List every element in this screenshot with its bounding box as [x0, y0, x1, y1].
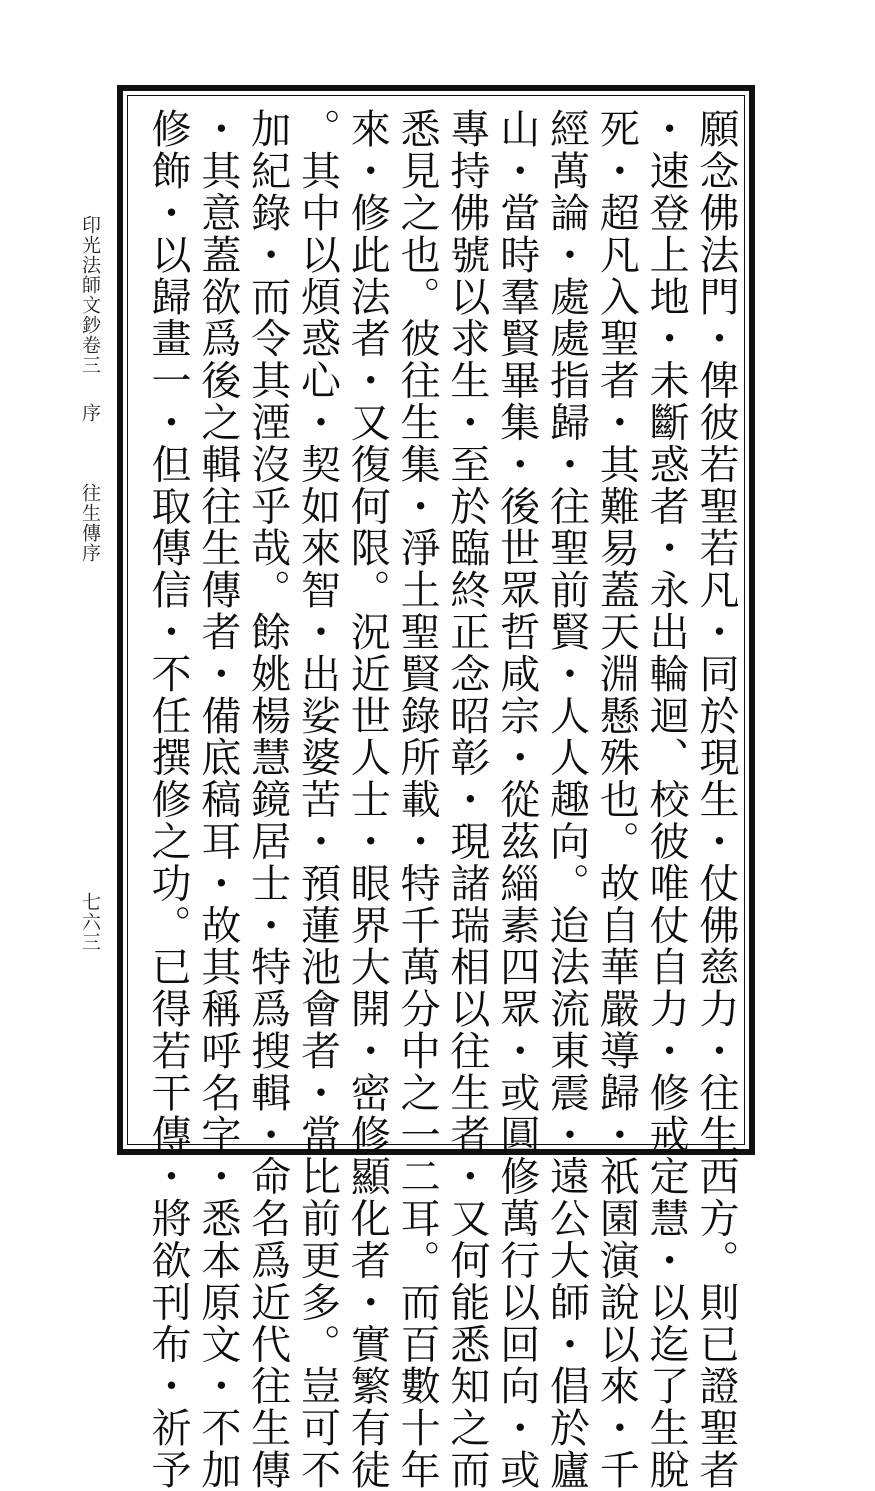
section-name: 序	[79, 403, 101, 423]
body-text	[140, 108, 739, 1491]
text-column-9: 。其中以煩惑心・契如來智・出娑婆苦・預蓮池會者・當比前更多。豈可不	[294, 108, 341, 1491]
text-column-10: 加紀錄・而令其湮沒乎哉。餘姚楊慧鏡居士・特爲搜輯・命名爲近代往生傳	[244, 108, 291, 1491]
page-number: 七六三	[79, 892, 101, 952]
text-column-3: 死・超凡入聖者・其難易蓋天淵懸殊也。故自華嚴導歸・祇園演說以來・千	[593, 108, 640, 1491]
margin-info	[70, 215, 110, 1115]
text-column-1: 願念佛法門・俾彼若聖若凡・同於現生・仗佛慈力・往生西方。則已證聖者	[692, 108, 739, 1491]
chapter-title: 往生傳序	[79, 483, 101, 563]
text-column-11: ・其意蓋欲爲後之輯往生傳者・備底稿耳・故其稱呼名字・悉本原文・不加	[194, 108, 241, 1491]
text-column-2: ・速登上地・未斷惑者・永出輪迴、校彼唯仗自力・修戒定慧・以迄了生脫	[643, 108, 690, 1491]
text-column-8: 來・修此法者・又復何限。況近世人士・眼界大開・密修顯化者・實繁有徒	[344, 108, 391, 1491]
text-column-12: 修飾・以歸畫一・但取傳信・不任撰修之功。已得若干傳・將欲刊布・祈予	[145, 108, 191, 1491]
text-column-7: 悉見之也。彼往生集・淨土聖賢錄所載・特千萬分中之一二耳。而百數十年	[394, 108, 441, 1491]
text-column-6: 專持佛號以求生・至於臨終正念昭彰・現諸瑞相以往生者・又何能悉知之而	[443, 108, 490, 1491]
text-column-4: 經萬論・處處指歸・往聖前賢・人人趣向。迨法流東震・遠公大師・倡於廬	[543, 108, 590, 1491]
book-title: 印光法師文鈔卷三	[79, 215, 101, 375]
text-column-5: 山・當時羣賢畢集・後世眾哲咸宗・從茲緇素四眾・或圓修萬行以回向・或	[493, 108, 540, 1491]
